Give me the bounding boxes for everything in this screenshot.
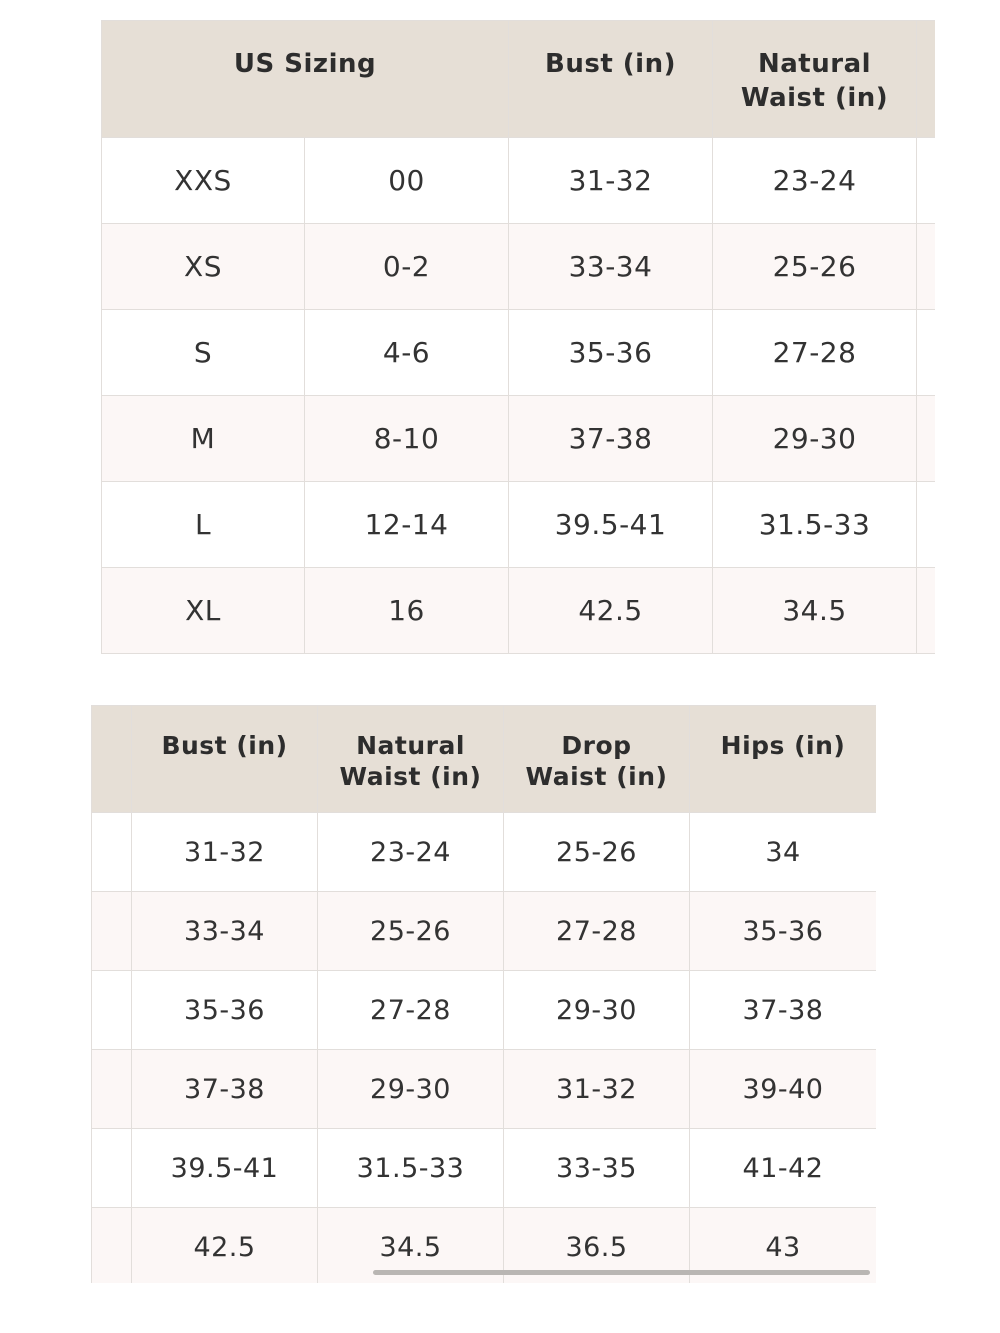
cell-drop-waist: 33-35 bbox=[504, 1129, 690, 1208]
header-partial-column bbox=[92, 706, 132, 813]
cell-drop-waist: 29-30 bbox=[504, 971, 690, 1050]
header-drop-waist-line2: Waist (in) bbox=[525, 762, 668, 791]
cell-drop-waist: 31-32 bbox=[504, 1050, 690, 1129]
cell-bust: 37-38 bbox=[132, 1050, 318, 1129]
table-row bbox=[102, 138, 936, 224]
table-row bbox=[92, 1050, 877, 1129]
table-header-row bbox=[102, 21, 936, 138]
cell-bust: 35-36 bbox=[132, 971, 318, 1050]
cell-us-size: 00 bbox=[305, 138, 509, 224]
cell-bust: 33-34 bbox=[509, 224, 713, 310]
cell-bust: 33-34 bbox=[132, 892, 318, 971]
cell-bust: 31-32 bbox=[509, 138, 713, 224]
cell-natural-waist: 25-26 bbox=[318, 892, 504, 971]
cell-size: XL bbox=[102, 568, 305, 654]
horizontal-scrollbar-thumb[interactable] bbox=[373, 1270, 870, 1275]
cell-hips: 34 bbox=[690, 813, 877, 892]
table-header-row bbox=[92, 706, 877, 813]
cell-hips: 43 bbox=[690, 1208, 877, 1284]
header-bust: Bust (in) bbox=[509, 21, 713, 138]
cell-extra bbox=[917, 396, 935, 482]
cell-bust: 39.5-41 bbox=[132, 1129, 318, 1208]
cell-size: XS bbox=[102, 224, 305, 310]
cell-extra bbox=[917, 138, 935, 224]
cell-extra bbox=[917, 310, 935, 396]
header-natural-waist-line1: Natural bbox=[758, 49, 872, 79]
cell-partial bbox=[92, 971, 132, 1050]
cell-size: XXS bbox=[102, 138, 305, 224]
table-row bbox=[102, 224, 936, 310]
cell-extra bbox=[917, 482, 935, 568]
cell-bust: 39.5-41 bbox=[509, 482, 713, 568]
header-natural-waist bbox=[713, 21, 917, 138]
cell-drop-waist: 27-28 bbox=[504, 892, 690, 971]
cell-bust: 42.5 bbox=[509, 568, 713, 654]
cell-natural-waist: 25-26 bbox=[713, 224, 917, 310]
header-hips: Hips (in) bbox=[690, 706, 877, 813]
table-row bbox=[92, 892, 877, 971]
cell-natural-waist: 31.5-33 bbox=[318, 1129, 504, 1208]
cell-us-size: 8-10 bbox=[305, 396, 509, 482]
header-natural-waist bbox=[318, 706, 504, 813]
cell-natural-waist: 34.5 bbox=[318, 1208, 504, 1284]
table-row bbox=[92, 813, 877, 892]
header-natural-waist-line2: Waist (in) bbox=[339, 762, 482, 791]
table-row bbox=[92, 1129, 877, 1208]
cell-natural-waist: 27-28 bbox=[713, 310, 917, 396]
table-row bbox=[102, 568, 936, 654]
cell-partial bbox=[92, 892, 132, 971]
cell-natural-waist: 31.5-33 bbox=[713, 482, 917, 568]
cell-partial bbox=[92, 813, 132, 892]
size-chart-table-2-container[interactable] bbox=[91, 705, 876, 1283]
cell-natural-waist: 23-24 bbox=[713, 138, 917, 224]
cell-bust: 31-32 bbox=[132, 813, 318, 892]
header-extra bbox=[917, 21, 935, 138]
cell-partial bbox=[92, 1208, 132, 1284]
table-row bbox=[102, 482, 936, 568]
cell-partial bbox=[92, 1050, 132, 1129]
cell-bust: 42.5 bbox=[132, 1208, 318, 1284]
table-row bbox=[92, 971, 877, 1050]
header-natural-waist-line1: Natural bbox=[356, 731, 465, 760]
cell-partial bbox=[92, 1129, 132, 1208]
cell-size: L bbox=[102, 482, 305, 568]
table-row bbox=[102, 396, 936, 482]
header-natural-waist-line2: Waist (in) bbox=[740, 83, 889, 113]
cell-size: S bbox=[102, 310, 305, 396]
header-drop-waist-line1: Drop bbox=[561, 731, 632, 760]
cell-natural-waist: 27-28 bbox=[318, 971, 504, 1050]
cell-natural-waist: 29-30 bbox=[713, 396, 917, 482]
table-row bbox=[102, 310, 936, 396]
cell-bust: 37-38 bbox=[509, 396, 713, 482]
cell-drop-waist: 25-26 bbox=[504, 813, 690, 892]
cell-natural-waist: 29-30 bbox=[318, 1050, 504, 1129]
header-bust: Bust (in) bbox=[132, 706, 318, 813]
cell-extra bbox=[917, 568, 935, 654]
cell-hips: 39-40 bbox=[690, 1050, 877, 1129]
size-chart-table-1 bbox=[101, 20, 935, 654]
cell-extra bbox=[917, 224, 935, 310]
cell-hips: 41-42 bbox=[690, 1129, 877, 1208]
cell-us-size: 4-6 bbox=[305, 310, 509, 396]
cell-natural-waist: 23-24 bbox=[318, 813, 504, 892]
cell-us-size: 16 bbox=[305, 568, 509, 654]
header-drop-waist bbox=[504, 706, 690, 813]
size-chart-table-1-container[interactable] bbox=[101, 20, 935, 654]
cell-us-size: 0-2 bbox=[305, 224, 509, 310]
cell-hips: 35-36 bbox=[690, 892, 877, 971]
cell-hips: 37-38 bbox=[690, 971, 877, 1050]
cell-size: M bbox=[102, 396, 305, 482]
cell-natural-waist: 34.5 bbox=[713, 568, 917, 654]
cell-bust: 35-36 bbox=[509, 310, 713, 396]
cell-drop-waist: 36.5 bbox=[504, 1208, 690, 1284]
header-us-sizing: US Sizing bbox=[102, 21, 509, 138]
cell-us-size: 12-14 bbox=[305, 482, 509, 568]
size-chart-table-2 bbox=[91, 705, 876, 1283]
